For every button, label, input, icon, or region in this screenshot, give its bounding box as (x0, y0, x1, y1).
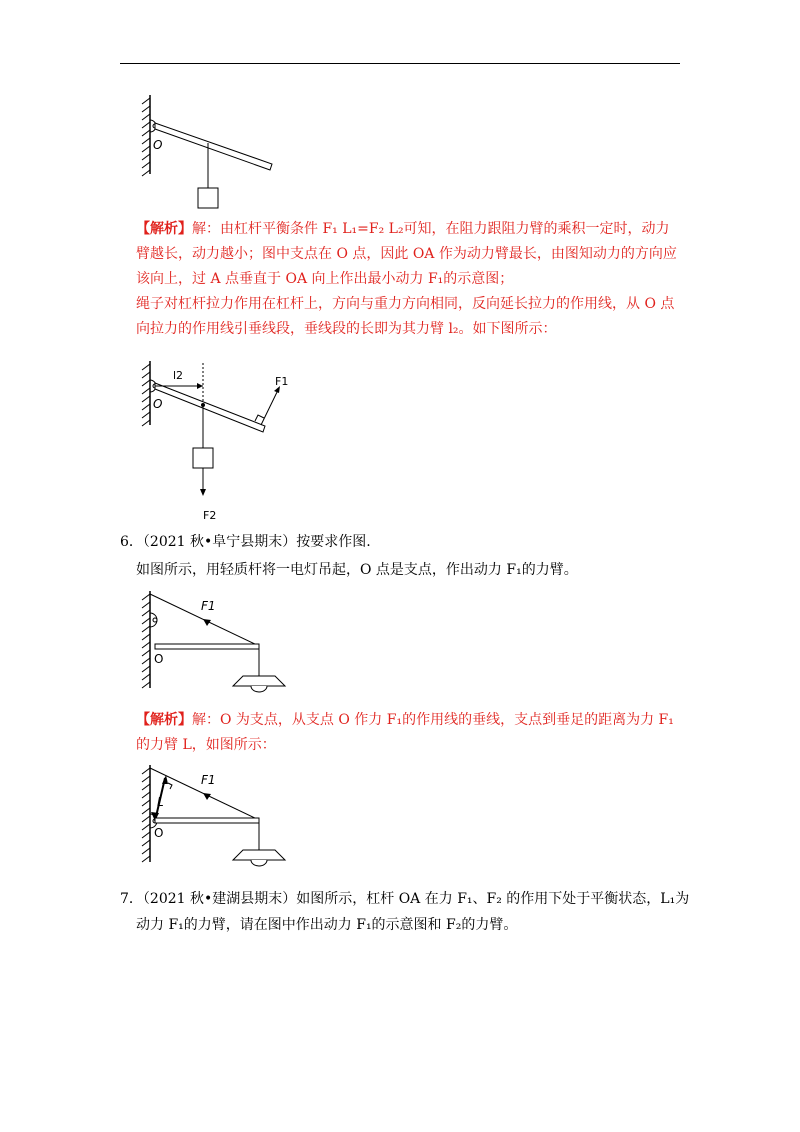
analysis-line: 该向上，过 A 点垂直于 OA 向上作出最小动力 F₁的示意图； (136, 271, 514, 287)
analysis-line: 绳子对杠杆拉力作用在杠杆上，方向与重力方向相同，反向延长拉力的作用线，从 O 点 (136, 296, 675, 312)
pivot-label: O (154, 652, 164, 666)
question-line: （2021 秋•建湖县期末）如图所示，杠杆 OA 在力 F₁、F₂ 的作用下处于平衡状态，L₁为 (142, 891, 690, 907)
analysis-line: 解：O 为支点，从支点 O 作力 F₁的作用线的垂线，支点到垂足的距离为力 F₁ (192, 712, 674, 728)
lamp-figure-2 (135, 762, 295, 872)
analysis-line: 的力臂 L，如图所示： (136, 737, 276, 753)
force-f1-label: F1 (275, 375, 289, 388)
analysis-tag: 【解析】 (136, 712, 192, 728)
analysis-line: 臂越长，动力越小；图中支点在 O 点，因此 OA 作为动力臂最长，由图知动力的方向应 (136, 246, 677, 262)
question-source: （2021 秋•阜宁县期末）按要求作图. (142, 534, 371, 550)
question-7-body: 动力 F₁的力臂，请在图中作出动力 F₁的示意图和 F₂的力臂。 (136, 917, 518, 933)
pivot-label: O (153, 397, 163, 411)
arm-label: L (157, 795, 164, 809)
question-6-body: 如图所示，用轻质杆将一电灯吊起，O 点是支点，作出动力 F₁的力臂。 (136, 562, 578, 578)
lever-figure-2 (135, 358, 295, 526)
force-f2-label: F2 (203, 509, 217, 522)
header-rule (120, 63, 680, 64)
question-number: 7． (120, 891, 143, 907)
question-6 (120, 530, 371, 555)
analysis-6 (136, 708, 684, 758)
lever-figure-1 (135, 92, 285, 217)
analysis-line: 解：由杠杆平衡条件 F₁ L₁=F₂ L₂可知，在阻力跟阻力臂的乘积一定时，动力 (192, 221, 670, 237)
analysis-line: 向拉力的作用线引垂线段，垂线段的长即为其力臂 l₂。如下图所示： (136, 321, 557, 337)
question-7 (120, 887, 689, 912)
pivot-label: O (153, 138, 163, 152)
arm-label: l2 (173, 369, 184, 382)
analysis-tag: 【解析】 (136, 221, 192, 237)
lamp-figure-1 (135, 588, 295, 698)
question-number: 6． (120, 534, 143, 550)
pivot-label: O (154, 826, 164, 840)
force-f1-label: F1 (201, 773, 216, 787)
analysis-5 (136, 217, 684, 342)
force-f1-label: F1 (201, 599, 216, 613)
